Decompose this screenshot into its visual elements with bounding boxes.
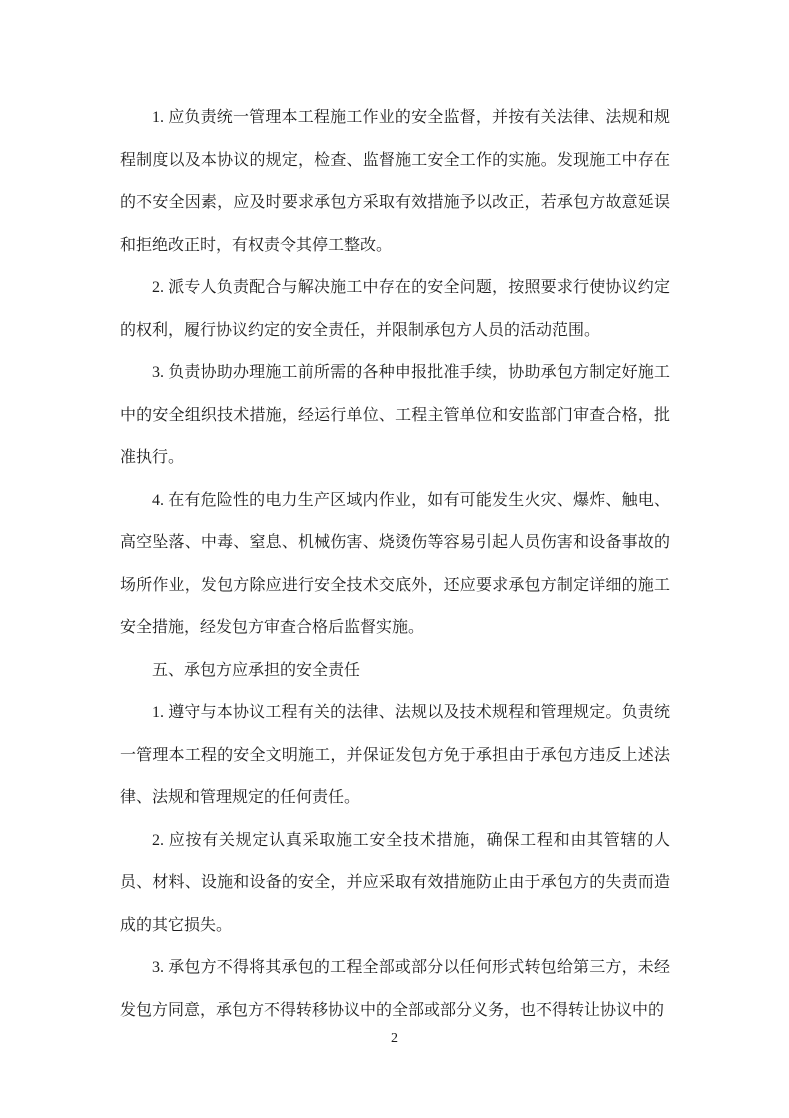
paragraph: 3. 负责协助办理施工前所需的各种申报批准手续，协助承包方制定好施工中的安全组织技术措施，经运行单位、工程主管单位和安监部门审查合格，批准执行。 (120, 364, 670, 466)
paragraph: 1. 遵守与本协议工程有关的法律、法规以及技术规程和管理规定。负责统一管理本工程的安全文明施工，并保证发包方免于承担由于承包方违反上述法律、法规和管理规定的任何责任。 (120, 704, 670, 806)
section-heading: 五、承包方应承担的安全责任 (152, 661, 361, 679)
paragraph: 3. 承包方不得将其承包的工程全部或部分以任何形式转包给第三方，未经发包方同意，承包方不得转移协议中的全部或部分义务，也不得转让协议中的 (120, 959, 670, 1019)
paragraph: 2. 应按有关规定认真采取施工安全技术措施，确保工程和由其管辖的人员、材料、设施和设备的安全，并应采取有效措施防止由于承包方的失责而造成的其它损失。 (120, 831, 670, 934)
document-content (120, 0, 670, 1032)
paragraph: 1. 应负责统一管理本工程施工作业的安全监督，并按有关法律、法规和规程制度以及本协议的规定，检查、监督施工安全工作的实施。发现施工中存在的不安全因素，应及时要求承包方采取有效措施予以改正，若承包方故意延误和拒绝改正时，有权责令其停工整改。 (120, 109, 670, 254)
paragraph: 4. 在有危险性的电力生产区域内作业，如有可能发生火灾、爆炸、触电、高空坠落、中毒、窒息、机械伤害、烧烫伤等容易引起人员伤害和设备事故的场所作业，发包方除应进行安全技术交底外，还应要求承包方制定详细的施工安全措施，经发包方审查合格后监督实施。 (120, 491, 670, 636)
page-number: 2 (391, 1031, 398, 1046)
paragraph: 2. 派专人负责配合与解决施工中存在的安全问题，按照要求行使协议约定的权利，履行协议约定的安全责任，并限制承包方人员的活动范围。 (120, 279, 670, 339)
